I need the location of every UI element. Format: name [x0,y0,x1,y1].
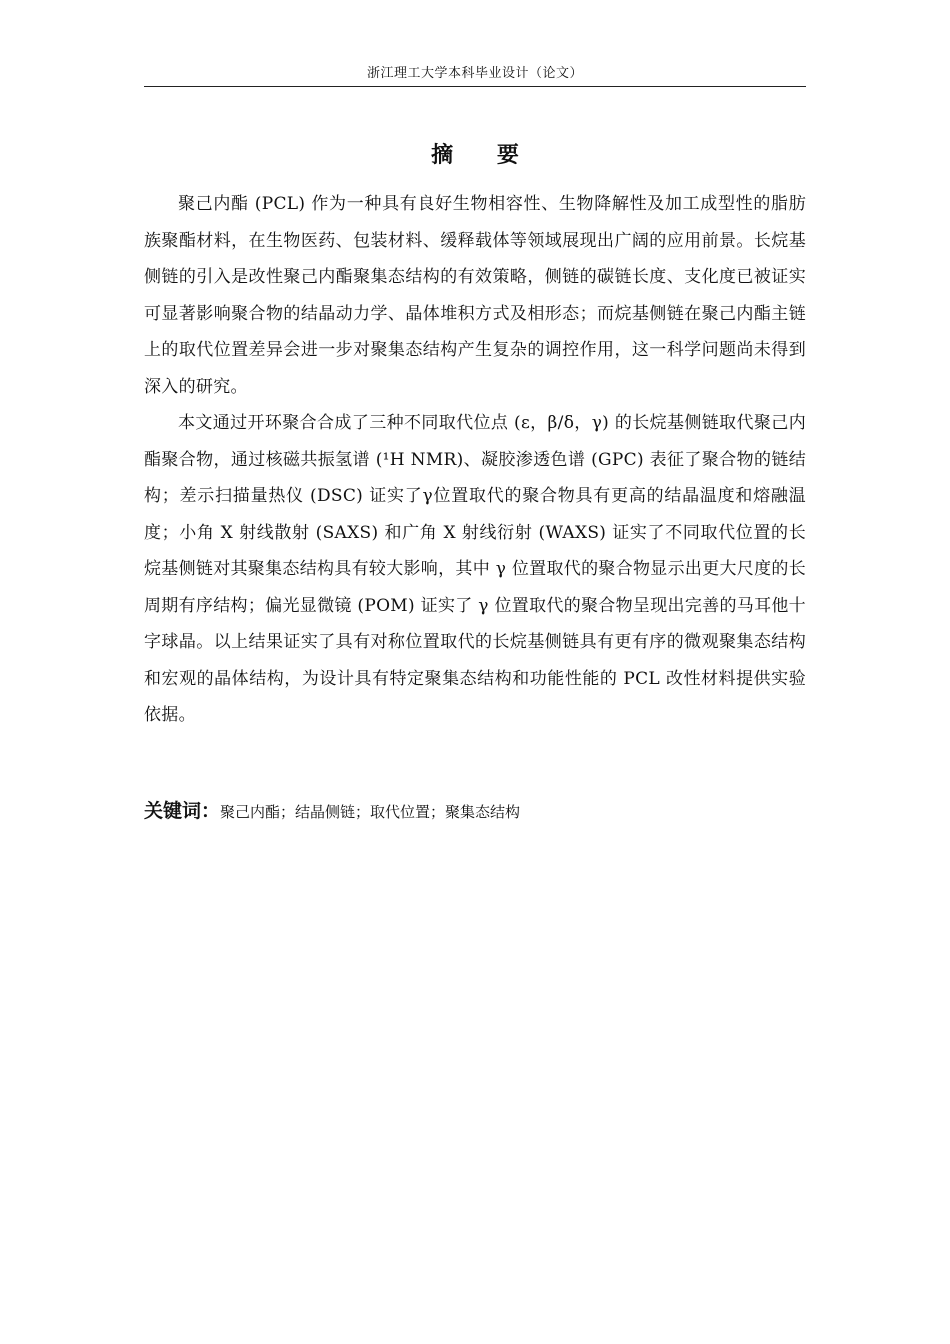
abstract-paragraph-2: 本文通过开环聚合合成了三种不同取代位点 (ε，β/δ，γ) 的长烷基侧链取代聚己内酯聚合物，通过核磁共振氢谱 (¹H NMR)、凝胶渗透色谱 (GPC) 表征了聚合物的链结构；差示扫描量热仪 (DSC) 证实了γ位置取代的聚合物具有更高的结晶温度和熔融温度；小角 X 射线散射 (SAXS) 和广角 X 射线衍射 (WAXS) 证实了不同取代位置的长烷基侧链对其聚集态结构具有较大影响，其中 γ 位置取代的聚合物显示出更大尺度的长周期有序结构；偏光显微镜 (POM) 证实了 γ 位置取代的聚合物呈现出完善的马耳他十字球晶。以上结果证实了具有对称位置取代的长烷基侧链具有更有序的微观聚集态结构和宏观的晶体结构，为设计具有特定聚集态结构和功能性能的 PCL 改性材料提供实验依据。 [144,413,806,725]
page-header [144,66,806,87]
abstract-title: 摘 要 [431,142,537,168]
abstract-paragraph-1: 聚己内酯 (PCL) 作为一种具有良好生物相容性、生物降解性及加工成型性的脂肪族聚酯材料，在生物医药、包装材料、缓释载体等领域展现出广阔的应用前景。长烷基侧链的引入是改性聚己内酯聚集态结构的有效策略，侧链的碳链长度、支化度已被证实可显著影响聚合物的结晶动力学、晶体堆积方式及相形态；而烷基侧链在聚己内酯主链上的取代位置差异会进一步对聚集态结构产生复杂的调控作用，这一科学问题尚未得到深入的研究。 [144,194,806,397]
abstract-body [144,186,806,734]
keywords-label: 关键词： [144,800,221,822]
keywords-line [144,795,806,828]
page-header-text: 浙江理工大学本科毕业设计（论文） [366,66,583,81]
keywords-value: 聚己内酯；结晶侧链；取代位置；聚集态结构 [220,803,521,821]
